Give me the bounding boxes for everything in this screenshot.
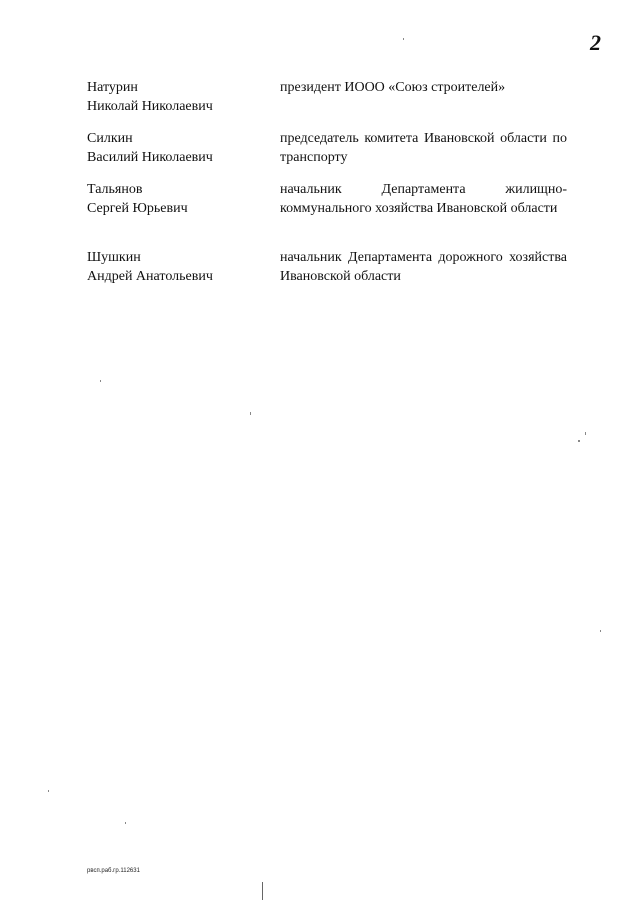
member-name (87, 248, 267, 286)
member-name (87, 180, 267, 218)
scan-artifact-speck (600, 630, 601, 632)
scan-artifact-speck (250, 412, 251, 415)
member-position: президент ИООО «Союз строителей» (280, 80, 506, 95)
member-name (87, 129, 267, 167)
member-given-names: Андрей Анатольевич (87, 269, 213, 284)
scan-artifact-speck (48, 790, 49, 792)
scan-artifact-speck (585, 432, 586, 435)
member-given-names: Василий Николаевич (87, 150, 213, 165)
scan-artifact-speck (125, 822, 126, 824)
scan-artifact-speck (403, 38, 404, 40)
member-position: начальник Департамента дорожного хозяйства Ивановской области (280, 250, 567, 284)
scan-artifact-mark (262, 882, 263, 900)
member-position: председатель комитета Ивановской области по транспорту (280, 131, 567, 165)
page-number: 2 (590, 30, 601, 55)
member-given-names: Сергей Юрьевич (87, 201, 188, 216)
member-surname: Шушкин (87, 250, 141, 265)
document-footer-code: рвсп.раб.гр.112631 (87, 868, 140, 874)
member-surname: Натурин (87, 80, 138, 95)
member-surname: Силкин (87, 131, 133, 146)
member-name (87, 78, 267, 116)
member-surname: Тальянов (87, 182, 143, 197)
scan-artifact-speck (100, 380, 101, 382)
scan-artifact-speck (578, 440, 580, 442)
member-given-names: Николай Николаевич (87, 99, 213, 114)
member-position: начальник Департамента жилищно-коммунального хозяйства Ивановской области (280, 182, 567, 216)
